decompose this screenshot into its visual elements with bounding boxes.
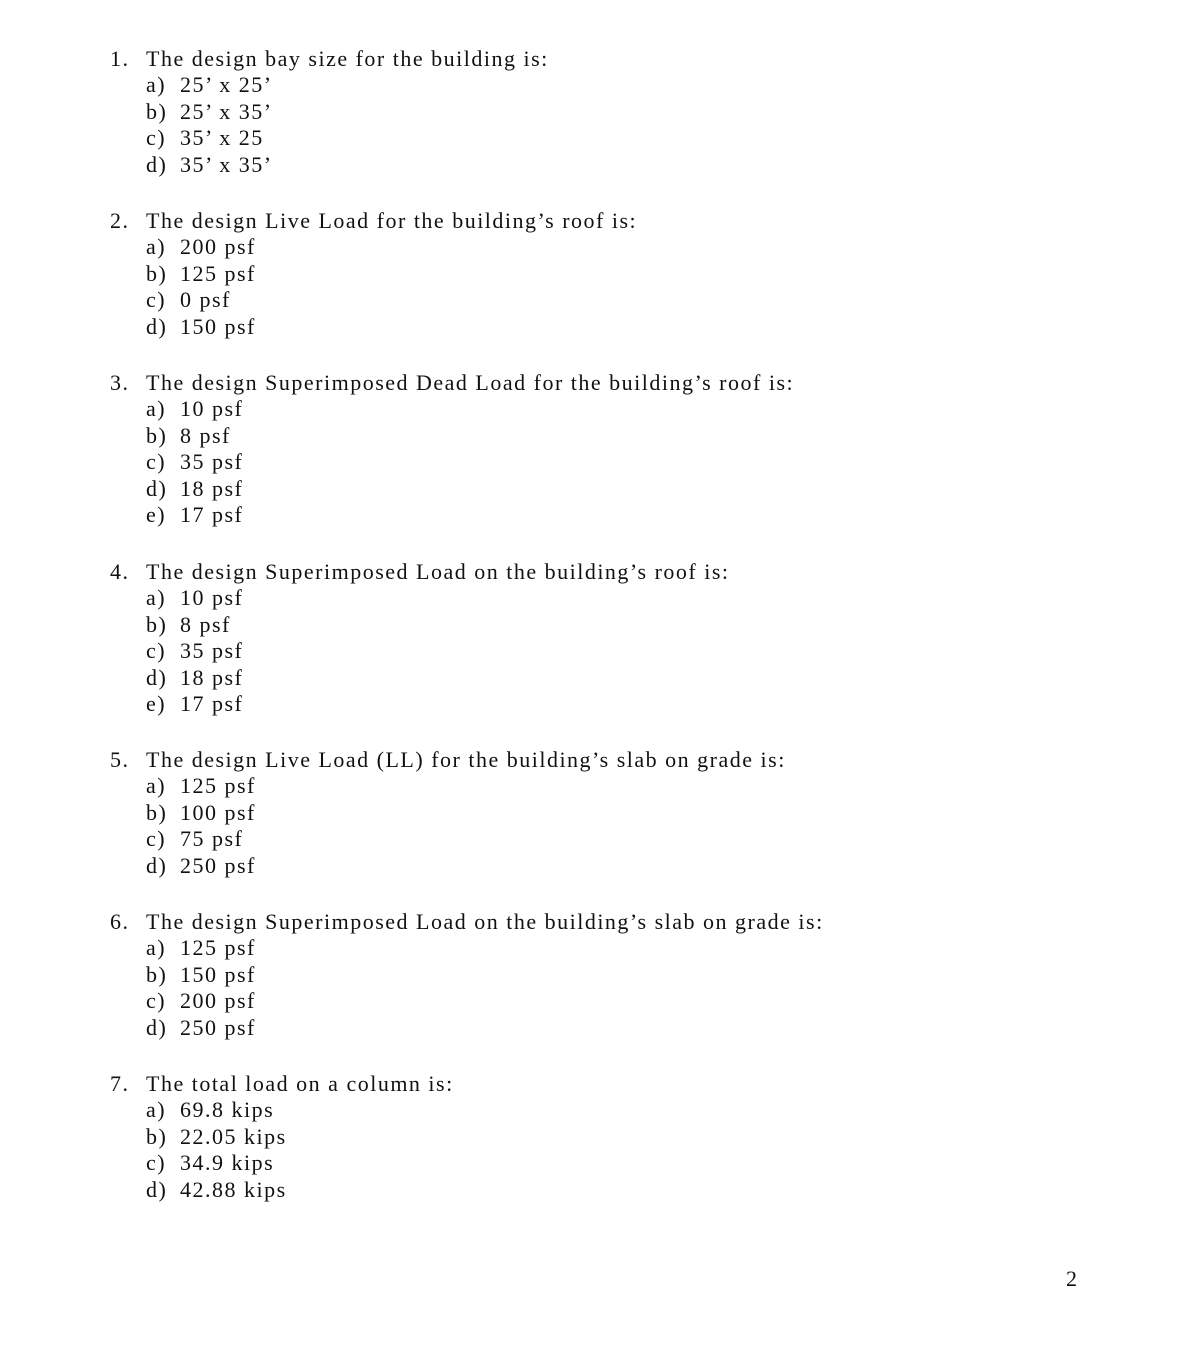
option-text: 100 psf [180, 799, 256, 825]
question-text: The design Live Load (LL) for the building’s slab on grade is: [146, 747, 786, 772]
option-text: 25’ x 35’ [180, 98, 273, 124]
answer-option [146, 826, 1110, 853]
answer-options [110, 396, 1110, 529]
option-letter: b) [146, 611, 168, 637]
option-letter: a) [146, 1097, 167, 1122]
option-text: 125 psf [180, 935, 256, 960]
question-text: The design bay size for the building is: [146, 46, 549, 71]
option-letter: b) [146, 98, 168, 124]
option-text: 0 psf [180, 287, 231, 313]
question-stem [110, 369, 1110, 396]
question-number: 4. [110, 559, 130, 584]
answer-option [146, 1124, 1110, 1151]
option-text: 18 psf [180, 475, 244, 501]
option-letter: c) [146, 449, 167, 475]
question-stem [110, 1070, 1110, 1097]
question-4 [110, 558, 1110, 718]
answer-option [146, 1015, 1110, 1042]
answer-option [146, 261, 1110, 288]
option-text: 150 psf [180, 961, 256, 987]
answer-option [146, 449, 1110, 476]
answer-option [146, 800, 1110, 827]
option-text: 200 psf [180, 234, 256, 259]
option-letter: a) [146, 935, 167, 960]
answer-option [146, 1097, 1110, 1124]
answer-option [146, 665, 1110, 692]
option-text: 125 psf [180, 773, 256, 798]
page-number: 2 [1066, 1266, 1077, 1291]
question-number: 7. [110, 1071, 130, 1096]
option-letter: c) [146, 287, 167, 313]
answer-option [146, 935, 1110, 962]
option-letter: a) [146, 234, 167, 259]
question-text: The design Superimposed Dead Load for the building’s roof is: [146, 370, 795, 395]
answer-options [110, 585, 1110, 718]
option-letter: b) [146, 422, 168, 448]
option-letter: c) [146, 125, 167, 151]
question-stem [110, 207, 1110, 234]
option-text: 34.9 kips [180, 1150, 275, 1176]
question-7 [110, 1070, 1110, 1203]
answer-option [146, 638, 1110, 665]
answer-option [146, 691, 1110, 718]
option-text: 35’ x 35’ [180, 151, 273, 177]
answer-option [146, 962, 1110, 989]
question-text: The design Live Load for the building’s roof is: [146, 208, 638, 233]
option-letter: c) [146, 988, 167, 1014]
answer-option [146, 396, 1110, 423]
option-text: 18 psf [180, 664, 244, 690]
answer-option [146, 99, 1110, 126]
option-text: 75 psf [180, 826, 244, 852]
question-5 [110, 746, 1110, 879]
question-1 [110, 45, 1110, 178]
answer-option [146, 314, 1110, 341]
option-letter: d) [146, 151, 168, 177]
option-text: 22.05 kips [180, 1123, 287, 1149]
answer-option [146, 585, 1110, 612]
option-letter: a) [146, 773, 167, 798]
question-6 [110, 908, 1110, 1041]
option-letter: c) [146, 638, 167, 664]
question-number: 6. [110, 909, 130, 934]
answer-option [146, 988, 1110, 1015]
option-letter: b) [146, 260, 168, 286]
option-letter: a) [146, 585, 167, 610]
option-text: 17 psf [180, 502, 244, 528]
option-text: 250 psf [180, 852, 256, 878]
option-letter: b) [146, 799, 168, 825]
answer-option [146, 234, 1110, 261]
option-text: 8 psf [180, 422, 231, 448]
question-number: 2. [110, 208, 130, 233]
option-text: 150 psf [180, 313, 256, 339]
option-letter: b) [146, 961, 168, 987]
answer-options [110, 773, 1110, 879]
answer-option [146, 72, 1110, 99]
option-text: 8 psf [180, 611, 231, 637]
option-letter: d) [146, 852, 168, 878]
question-stem [110, 908, 1110, 935]
option-letter: d) [146, 1176, 168, 1202]
answer-option [146, 423, 1110, 450]
question-text: The design Superimposed Load on the building’s roof is: [146, 559, 730, 584]
option-letter: d) [146, 664, 168, 690]
option-letter: b) [146, 1123, 168, 1149]
answer-option [146, 1177, 1110, 1204]
question-number: 5. [110, 747, 130, 772]
answer-option [146, 853, 1110, 880]
option-text: 35’ x 25 [180, 125, 264, 151]
option-letter: a) [146, 396, 167, 421]
answer-option [146, 476, 1110, 503]
answer-option [146, 125, 1110, 152]
option-text: 69.8 kips [180, 1097, 275, 1122]
answer-options [110, 72, 1110, 178]
question-stem [110, 746, 1110, 773]
option-letter: d) [146, 1014, 168, 1040]
answer-option [146, 152, 1110, 179]
answer-option [146, 773, 1110, 800]
answer-options [110, 935, 1110, 1041]
option-text: 35 psf [180, 449, 244, 475]
answer-option [146, 287, 1110, 314]
option-text: 35 psf [180, 638, 244, 664]
option-letter: a) [146, 72, 167, 97]
question-3 [110, 369, 1110, 529]
question-stem [110, 45, 1110, 72]
option-letter: c) [146, 1150, 167, 1176]
option-letter: e) [146, 691, 167, 717]
option-letter: d) [146, 475, 168, 501]
question-number: 3. [110, 370, 130, 395]
option-letter: e) [146, 502, 167, 528]
option-text: 42.88 kips [180, 1176, 287, 1202]
answer-option [146, 612, 1110, 639]
option-letter: d) [146, 313, 168, 339]
option-text: 25’ x 25’ [180, 72, 273, 97]
question-number: 1. [110, 46, 130, 71]
question-text: The total load on a column is: [146, 1071, 454, 1096]
option-text: 10 psf [180, 585, 244, 610]
option-text: 250 psf [180, 1014, 256, 1040]
question-stem [110, 558, 1110, 585]
question-text: The design Superimposed Load on the building’s slab on grade is: [146, 909, 824, 934]
answer-options [110, 1097, 1110, 1203]
question-2 [110, 207, 1110, 340]
answer-options [110, 234, 1110, 340]
option-text: 10 psf [180, 396, 244, 421]
option-letter: c) [146, 826, 167, 852]
option-text: 17 psf [180, 691, 244, 717]
option-text: 125 psf [180, 260, 256, 286]
option-text: 200 psf [180, 988, 256, 1014]
answer-option [146, 502, 1110, 529]
answer-option [146, 1150, 1110, 1177]
